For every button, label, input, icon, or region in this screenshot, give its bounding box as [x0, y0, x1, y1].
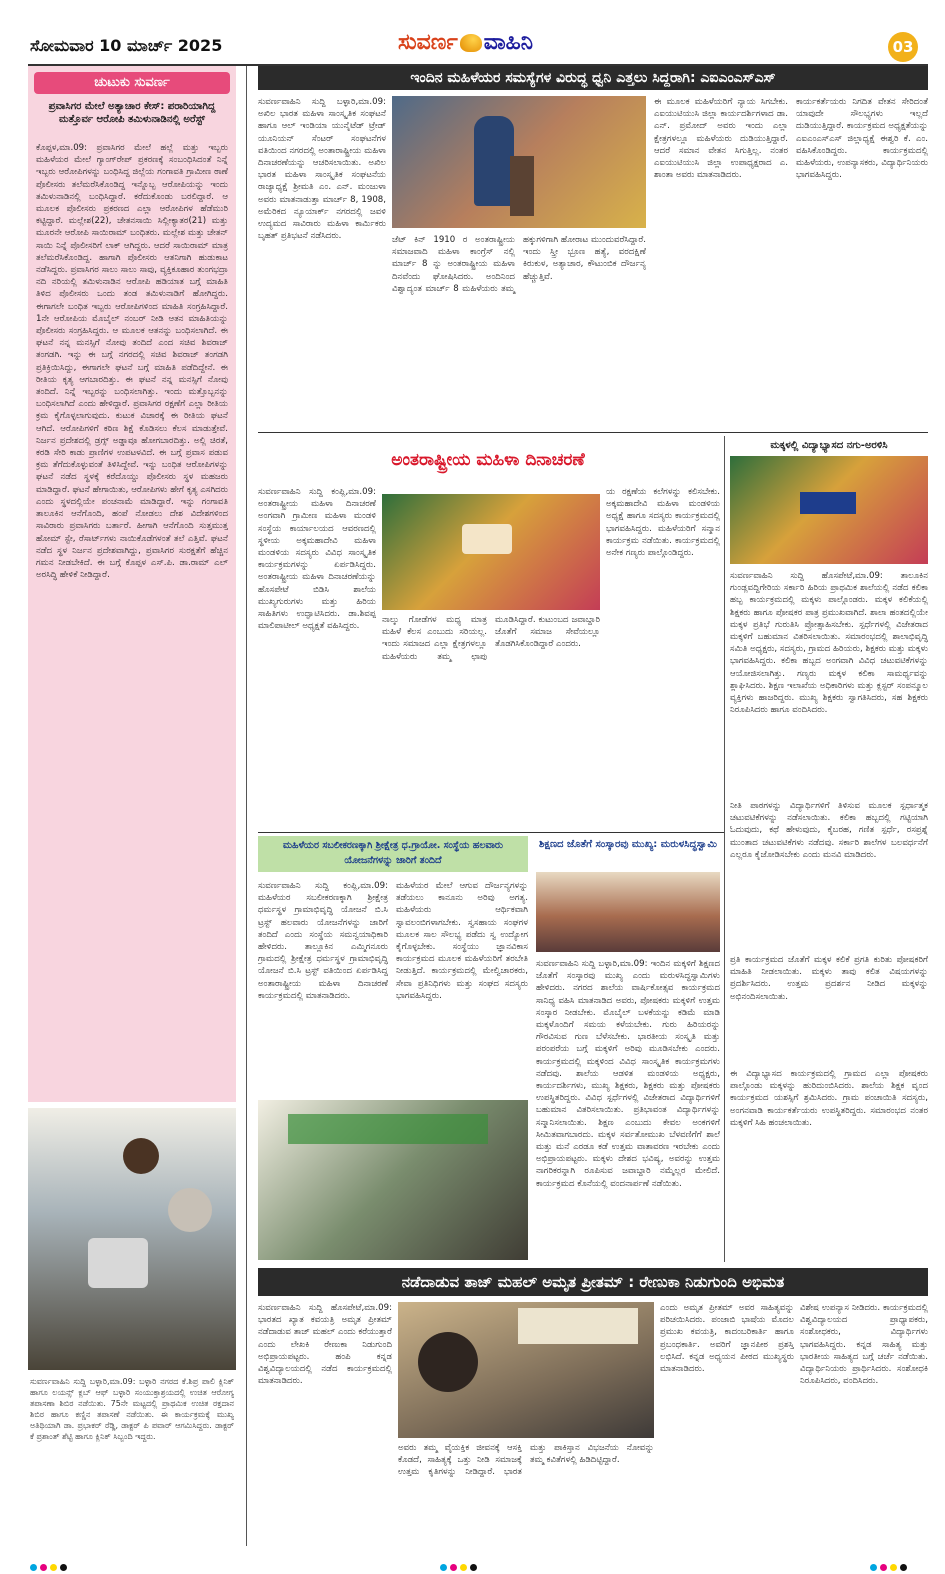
sidebar-brief-news	[28, 66, 236, 1102]
empowerment-col1: ಸುವರ್ಣವಾಹಿನಿ ಸುದ್ದಿ ಕಂಪ್ಲಿ,ಮಾ.09: ಮಹಿಳೆಯರ ಸಬಲೀಕರಣಕ್ಕಾಗಿ ಶ್ರೀಕ್ಷೇತ್ರ ಧರ್ಮಸ್ಥಳ ಗ್ರಾಮಾಭಿವೃದ್ಧಿ ಯೋಜನೆ ಬಿ.ಸಿ ಟ್ರಸ್ಟ್ ಹಲವಾರು ಯೋಜನೆಗಳನ್ನು ಜಾರಿಗೆ ತಂದಿದೆ ಎಂದು ಸಂಸ್ಥೆಯ ಸಮನ್ವಯಾಧಿಕಾರಿ ಹೇಳಿದರು. ತಾಲ್ಲೂಕಿನ ಎಮ್ಮಿಗನೂರು ಗ್ರಾಮದಲ್ಲಿ ಶ್ರೀಕ್ಷೇತ್ರ ಧರ್ಮಸ್ಥಳ ಗ್ರಾಮಾಭಿವೃದ್ಧಿ ಯೋಜನೆ ಬಿ.ಸಿ ಟ್ರಸ್ಟ್ ವತಿಯಿಂದ ಏರ್ಪಡಿಸಿದ್ದ ಅಂತಾರಾಷ್ಟ್ರೀಯ ಮಹಿಳಾ ದಿನಾಚರಣೆ ಕಾರ್ಯಕ್ರಮದಲ್ಲಿ ಮಾತನಾಡಿದರು.	[258, 881, 388, 1001]
womens-day-col1: ಸುವರ್ಣವಾಹಿನಿ ಸುದ್ದಿ ಕಂಪ್ಲಿ,ಮಾ.09: ಅಂತರಾಷ್ಟ್ರೀಯ ಮಹಿಳಾ ದಿನಾಚರಣೆ ಅಂಗವಾಗಿ ಗ್ರಾಮೀಣ ಮಹಿಳಾ ಮಂಡಳಿ ಸಂಸ್ಥೆಯ ಕಾರ್ಯಾಲಯದ ಆವರಣದಲ್ಲಿ ಸ್ಥಳೀಯ ಅಕ್ಕಮಹಾದೇವಿ ಮಹಿಳಾ ಮಂಡಳಿಯ ಸದಸ್ಯರು ವಿವಿಧ ಸಾಂಸ್ಕೃತಿಕ ಕಾರ್ಯಕ್ರಮಗಳನ್ನು ಏರ್ಪಡಿಸಿದ್ದರು. ಅಂತರಾಷ್ಟ್ರೀಯ ಮಹಿಳಾ ದಿನಾಚರಣೆಯನ್ನು ಹೊಸಪೇಟೆ ಬಿಡಿಸಿ ಶಾಲೆಯ ಮುಖ್ಯಗುರುಗಳು ಮತ್ತು ಹಿರಿಯ ಸಾಹಿತಿಗಳು ಉದ್ಘಾಟಿಸಿದರು. ಡಾ.ಶಿವಪ್ಪ ಮಾಲಿಪಾಟೀಲ್ ಅಧ್ಯಕ್ಷತೆ ವಹಿಸಿದ್ದರು.	[258, 487, 376, 632]
issue-date: ಸೋಮವಾರ 10 ಮಾರ್ಚ್ 2025	[30, 36, 223, 55]
womens-day-photo	[382, 494, 600, 610]
empowerment-photo	[258, 1100, 528, 1260]
color-registration-dots	[30, 1556, 70, 1566]
renuka-photo	[398, 1302, 654, 1438]
renuka-col2: ಅವರು ತಮ್ಮ ವೈಯಕ್ತಿಕ ಜೀವನಕ್ಕೆ ಆಸಕ್ತಿ ಕೊಡದೆ, ಸಾಹಿತ್ಯಕ್ಕೆ ಒತ್ತು ನೀಡಿ ಸಮಾಜಕ್ಕೆ ಉತ್ತಮ ಕೃತಿಗಳನ್ನು ನೀಡಿದ್ದಾರೆ. ಭಾರತ ಮತ್ತು ಪಾಕಿಸ್ತಾನ ವಿಭಜನೆಯ ನೋವನ್ನು ತಮ್ಮ ಕವಿತೆಗಳಲ್ಲಿ ಹಿಡಿದಿಟ್ಟಿದ್ದಾರೆ.	[398, 1443, 654, 1478]
children-body4: ಈ ವಿದ್ಯಾಭ್ಯಾಸದ ಕಾರ್ಯಕ್ರಮದಲ್ಲಿ ಗ್ರಾಮದ ಎಲ್ಲಾ ಪೋಷಕರು ಪಾಲ್ಗೊಂಡು ಮಕ್ಕಳನ್ನು ಹುರಿದುಂಬಿಸಿದರು. ಶಾಲೆಯ ಶಿಕ್ಷಕ ವೃಂದ ಕಾರ್ಯಕ್ರಮದ ಯಶಸ್ಸಿಗೆ ಶ್ರಮಿಸಿದರು. ಗ್ರಾಮ ಪಂಚಾಯಿತಿ ಸದಸ್ಯರು, ಅಂಗನವಾಡಿ ಕಾರ್ಯಕರ್ತೆಯರು ಉಪಸ್ಥಿತರಿದ್ದರು. ಸಮಾರಂಭದ ನಂತರ ಮಕ್ಕಳಿಗೆ ಸಿಹಿ ಹಂಚಲಾಯಿತು.	[730, 1069, 928, 1128]
children-headline: ಮಕ್ಕಳಲ್ಲಿ ವಿದ್ಯಾಭ್ಯಾಸದ ನಗು-ಅರಳಿಸಿ	[770, 440, 888, 451]
renuka-col1: ಸುವರ್ಣವಾಹಿನಿ ಸುದ್ದಿ ಹೊಸಪೇಟೆ,ಮಾ.09: ಭಾರತದ ಖ್ಯಾತ ಕವಯತ್ರಿ ಅಮೃತ ಪ್ರೀತಮ್ ನಡೆದಾಡುವ ತಾಜ್ ಮಹಲ್ ಎಂದು ಕರೆಯುತ್ತಾರೆ ಎಂದು ಲೇಖಕಿ ರೇಣುಕಾ ನಿಡುಗುಂದಿ ಅಭಿಪ್ರಾಯಪಟ್ಟರು. ಹಂಪಿ ಕನ್ನಡ ವಿಶ್ವವಿದ್ಯಾಲಯದಲ್ಲಿ ನಡೆದ ಕಾರ್ಯಕ್ರಮದಲ್ಲಿ ಮಾತನಾಡಿದರು.	[258, 1303, 392, 1387]
cake	[462, 524, 512, 554]
photo-caption: ಸುವರ್ಣವಾಹಿನಿ ಸುದ್ದಿ ಬಳ್ಳಾರಿ,ಮಾ.09: ಬಳ್ಳಾರಿ ನಗರದ ಕೆ.ಶಿಪ್ರ ಪಾಲಿ ಕ್ಲಿನಿಕ್ ಹಾಗೂ ಲಯನ್ಸ್ ಕ್ಲಬ್ ಆಫ್ ಬಳ್ಳಾರಿ ಸಂಯುಕ್ತಾಶ್ರಯದಲ್ಲಿ ಉಚಿತ ಆರೋಗ್ಯ ತಪಾಸಣಾ ಶಿಬಿರ ನಡೆಯಿತು. 75ನೇ ಮಟ್ಟದಲ್ಲಿ ಪ್ರಾಥಮಿಕ ಉಚಿತ ರಕ್ತದಾನ ಶಿಬಿರ ಹಾಗೂ ಕಣ್ಣಿನ ತಪಾಸಣೆ ನಡೆಯಿತು. ಈ ಕಾರ್ಯಕ್ರಮಕ್ಕೆ ಮುಖ್ಯ ಅತಿಥಿಯಾಗಿ ಡಾ. ಪ್ರಭಾಕರ್ ರೆಡ್ಡಿ, ಡಾಕ್ಟರ್ ಪಿ ಪವಾರ್ ಆಗಮಿಸಿದ್ದರು. ಡಾಕ್ಟರ್ ಕೆ ಪ್ರಶಾಂತ್ ಶೆಟ್ಟಿ ಹಾಗೂ ಕ್ಲಿನಿಕ್ ಸಿಬ್ಬಂದಿ ಇದ್ದರು.	[30, 1377, 234, 1441]
renuka-headline: ನಡೆದಾಡುವ ತಾಜ್ ಮಹಲ್ ಅಮೃತ ಪ್ರೀತಮ್ : ರೇಣುಕಾ ನಿಡುಗುಂದಿ ಅಭಿಮತ	[258, 1268, 928, 1296]
column-divider	[246, 66, 247, 1546]
eye-machine	[88, 1238, 148, 1288]
stage-banner	[518, 1308, 638, 1344]
page-number: 03	[888, 32, 918, 62]
eye-checkup-photo	[28, 1108, 236, 1370]
newspaper-logo	[398, 30, 533, 55]
empowerment-col2: ಮಹಿಳೆಯರ ಮೇಲೆ ಆಗುವ ದೌರ್ಜನ್ಯಗಳನ್ನು ತಡೆಯಲು ಕಾನೂನು ಅರಿವು ಅಗತ್ಯ. ಮಹಿಳೆಯರು ಆರ್ಥಿಕವಾಗಿ ಸ್ವಾವಲಂಬಿಗಳಾಗಬೇಕು. ಸ್ವಸಹಾಯ ಸಂಘಗಳ ಮೂಲಕ ಸಾಲ ಸೌಲಭ್ಯ ಪಡೆದು ಸ್ವ ಉದ್ಯೋಗ ಕೈಗೊಳ್ಳಬೇಕು. ಸಂಸ್ಥೆಯು ಜ್ಞಾನವಿಕಾಸ ಕಾರ್ಯಕ್ರಮದ ಮೂಲಕ ಮಹಿಳೆಯರಿಗೆ ತರಬೇತಿ ನೀಡುತ್ತಿದೆ. ಕಾರ್ಯಕ್ರಮದಲ್ಲಿ ಮೇಲ್ವಿಚಾರಕರು, ಸೇವಾ ಪ್ರತಿನಿಧಿಗಳು ಮತ್ತು ಸಂಘದ ಸದಸ್ಯರು ಭಾಗವಹಿಸಿದ್ದರು.	[396, 881, 528, 1001]
logo-part1: ಸುವರ್ಣ	[398, 30, 458, 55]
color-registration-dots-mid	[440, 1556, 480, 1566]
renuka-col3: ಎಂದು ಅಮೃತ ಪ್ರೀತಮ್ ಅವರ ಸಾಹಿತ್ಯವನ್ನು ಪರಿಚಯಿಸಿದರು. ಪಂಜಾಬಿ ಭಾಷೆಯ ಮೊದಲ ಪ್ರಮುಖ ಕವಯತ್ರಿ, ಕಾದಂಬರಿಕಾರ್ತಿ ಹಾಗೂ ಪ್ರಬಂಧಕಾರ್ತಿ. ಅವರಿಗೆ ಜ್ಞಾನಪೀಠ ಪ್ರಶಸ್ತಿ ಲಭಿಸಿದೆ. ಕನ್ನಡ ಅಧ್ಯಯನ ಪೀಠದ ಮುಖ್ಯಸ್ಥರು ಮಾತನಾಡಿದರು.	[660, 1303, 794, 1375]
lead-col4: ಕಾರ್ಯಕರ್ತೆಯರು ನಿಗದಿತ ವೇತನ ಸೇರಿದಂತೆ ಯಾವುದೇ ಸೌಲಭ್ಯಗಳು ಇಲ್ಲದೆ ದುಡಿಯುತ್ತಿದ್ದಾರೆ. ಕಾರ್ಯಕ್ರಮದ ಅಧ್ಯಕ್ಷತೆಯನ್ನು ಎಐಎಂಎಸ್‌ಎಸ್ ಜಿಲ್ಲಾಧ್ಯಕ್ಷೆ ಈಶ್ವರಿ ಕೆ. ಎಂ. ವಹಿಸಿಕೊಂಡಿದ್ದರು. ಕಾರ್ಯಕ್ರಮದಲ್ಲಿ ಮಹಿಳೆಯರು, ಉಪನ್ಯಾಸಕರು, ವಿದ್ಯಾರ್ಥಿನಿಯರು ಭಾಗವಹಿಸಿದ್ದರು.	[796, 97, 928, 181]
lamp-icon	[460, 34, 482, 52]
speaker-figure-2	[418, 1332, 478, 1392]
lead-col3: ಈ ಮೂಲಕ ಮಹಿಳೆಯರಿಗೆ ನ್ಯಾಯ ಸಿಗಬೇಕು. ಎಐಯುಟಿಯುಸಿ ಜಿಲ್ಲಾ ಕಾರ್ಯದರ್ಶಿಗಳಾದ ಡಾ. ಎನ್. ಪ್ರಮೋದ್ ಅವರು ಇಂದು ಎಲ್ಲಾ ಕ್ಷೇತ್ರಗಳಲ್ಲೂ ಮಹಿಳೆಯರು ದುಡಿಯುತ್ತಿದ್ದಾರೆ. ಆದರೆ ಸಮಾನ ವೇತನ ಸಿಗುತ್ತಿಲ್ಲ. ನಂತರ ಎಐಯುಟಿಯುಸಿ ಜಿಲ್ಲಾ ಉಪಾಧ್ಯಕ್ಷರಾದ ಎ. ಶಾಂತಾ ಅವರು ಮಾತನಾಡಿದರು.	[654, 97, 788, 181]
lead-col2: ಜೆಟ್ ಕಿನ್ 1910 ರ ಅಂತರಾಷ್ಟ್ರೀಯ ಸಮಾಜವಾದಿ ಮಹಿಳಾ ಕಾಂಗ್ರೆಸ್ ನಲ್ಲಿ ಮಾರ್ಚ್ 8 ನ್ನು ಅಂತರಾಷ್ಟ್ರೀಯ ಮಹಿಳಾ ದಿನವೆಂದು ಘೋಷಿಸಿದರು. ಅಂದಿನಿಂದ ವಿಶ್ವಾದ್ಯಂತ ಮಾರ್ಚ್ 8 ಮಹಿಳೆಯರು ತಮ್ಮ ಹಕ್ಕುಗಳಿಗಾಗಿ ಹೋರಾಟ ಮುಂದುವರೆಸಿದ್ದಾರೆ. ಇಂದು ಸ್ತ್ರೀ ಭ್ರೂಣ ಹತ್ಯೆ, ವರದಕ್ಷಿಣೆ ಕಿರುಕುಳ, ಅತ್ಯಾಚಾರ, ಕೌಟುಂಬಿಕ ದೌರ್ಜನ್ಯ ಹೆಚ್ಚುತ್ತಿವೆ.	[392, 235, 646, 294]
column-divider-right	[724, 436, 725, 1262]
logo-part2: ವಾಹಿನಿ	[483, 30, 534, 55]
section-rule-2	[258, 832, 724, 833]
doctor-figure	[123, 1138, 159, 1174]
children-body2: ನೀತಿ ಪಾಠಗಳನ್ನು ವಿದ್ಯಾರ್ಥಿಗಳಿಗೆ ತಿಳಿಸುವ ಮೂಲಕ ಸ್ಪರ್ಧಾತ್ಮಕ ಚಟುವಟಿಕೆಗಳನ್ನು ನಡೆಸಲಾಯಿತು. ಕಲಿಕಾ ಹಬ್ಬದಲ್ಲಿ ಗಟ್ಟಿಯಾಗಿ ಓದುವುದು, ಕಥೆ ಹೇಳುವುದು, ಕೈಬರಹ, ಗಣಿತ ಸ್ಪರ್ಧೆ, ರಸಪ್ರಶ್ನೆ ಮುಂತಾದ ಚಟುವಟಿಕೆಗಳು ನಡೆದವು. ಸರ್ಕಾರಿ ಶಾಲೆಗಳ ಬಲವರ್ಧನೆಗೆ ಎಲ್ಲರೂ ಕೈಜೋಡಿಸಬೇಕು ಎಂದು ಮನವಿ ಮಾಡಿದರು.	[730, 801, 928, 860]
lead-col1: ಸುವರ್ಣವಾಹಿನಿ ಸುದ್ದಿ ಬಳ್ಳಾರಿ,ಮಾ.09: ಅಖಿಲ ಭಾರತ ಮಹಿಳಾ ಸಾಂಸ್ಕೃತಿಕ ಸಂಘಟನೆ ಹಾಗೂ ಆಲ್ ಇಂಡಿಯಾ ಯುನೈಟೆಡ್ ಟ್ರೇಡ್ ಯೂನಿಯನ್ ಸೆಂಟರ್ ಸಂಘಟನೆಗಳ ವತಿಯಿಂದ ನಗರದಲ್ಲಿ ಅಂತಾರಾಷ್ಟ್ರೀಯ ಮಹಿಳಾ ದಿನಾಚರಣೆಯನ್ನು ಆಚರಿಸಲಾಯಿತು. ಅಖಿಲ ಭಾರತ ಮಹಿಳಾ ಸಾಂಸ್ಕೃತಿಕ ಸಂಘಟನೆಯ ರಾಜ್ಯಾಧ್ಯಕ್ಷೆ ಶ್ರೀಮತಿ ಎಂ. ಎನ್. ಮಂಜುಳಾ ಅವರು ಮಾತನಾಡುತ್ತಾ ಮಾರ್ಚ್ 8, 1908, ಅಮೆರಿಕದ ನ್ಯೂಯಾರ್ಕ್ ನಗರದಲ್ಲಿ ಜವಳಿ ಉದ್ಯಮದ ಸಾವಿರಾರು ಮಹಿಳಾ ಕಾರ್ಮಿಕರು ಬೃಹತ್ ಪ್ರತಿಭಟನೆ ನಡೆಸಿದರು.	[258, 97, 386, 242]
sidebar-headline: ಪ್ರವಾಸಿಗರ ಮೇಲೆ ಅತ್ಯಾಚಾರ ಕೇಸ್: ಪರಾರಿಯಾಗಿದ್ದ ಮತ್ತೊರ್ವ ಆರೋಪಿ ತಮಿಳುನಾಡಿನಲ್ಲಿ ಅರೆಸ್ಟ್	[48, 101, 216, 125]
womens-day-col3: ಯ ರಕ್ಷಣೆಯ ಕಲೆಗಳನ್ನು ಕಲಿಸಬೇಕು. ಅಕ್ಕಮಹಾದೇವಿ ಮಹಿಳಾ ಮಂಡಳಿಯ ಅಧ್ಯಕ್ಷೆ ಹಾಗೂ ಸದಸ್ಯರು ಕಾರ್ಯಕ್ರಮದಲ್ಲಿ ಭಾಗವಹಿಸಿದ್ದರು. ಮಹಿಳೆಯರಿಗೆ ಸನ್ಮಾನ ಕಾರ್ಯಕ್ರಮ ನಡೆಯಿತು. ಕಾರ್ಯಕ್ರಮದಲ್ಲಿ ಅನೇಕ ಗಣ್ಯರು ಪಾಲ್ಗೊಂಡಿದ್ದರು.	[606, 487, 720, 559]
children-body: ಸುವರ್ಣವಾಹಿನಿ ಸುದ್ದಿ ಹೊಸಪೇಟೆ,ಮಾ.09: ತಾಲೂಕಿನ ಗುಂಡ್ಲವದ್ದಿಗೇರಿಯ ಸರ್ಕಾರಿ ಹಿರಿಯ ಪ್ರಾಥಮಿಕ ಶಾಲೆಯಲ್ಲಿ ನಡೆದ ಕಲಿಕಾ ಹಬ್ಬ ಕಾರ್ಯಕ್ರಮದಲ್ಲಿ ಮಕ್ಕಳು ಪಾಲ್ಗೊಂಡರು. ಮಕ್ಕಳ ಕಲಿಕೆಯಲ್ಲಿ ಶಿಕ್ಷಕರು ಹಾಗೂ ಪೋಷಕರ ಪಾತ್ರ ಪ್ರಮುಖವಾಗಿದೆ. ಶಾಲಾ ಹಂತದಲ್ಲಿಯೇ ಮಕ್ಕಳ ಪ್ರತಿಭೆ ಗುರುತಿಸಿ ಪ್ರೋತ್ಸಾಹಿಸಬೇಕು. ಸ್ಪರ್ಧೆಗಳಲ್ಲಿ ವಿಜೇತರಾದ ಮಕ್ಕಳಿಗೆ ಬಹುಮಾನ ವಿತರಿಸಲಾಯಿತು. ಸಮಾರಂಭದಲ್ಲಿ ಶಾಲಾಭಿವೃದ್ಧಿ ಸಮಿತಿ ಅಧ್ಯಕ್ಷರು, ಸದಸ್ಯರು, ಗ್ರಾಮದ ಹಿರಿಯರು, ಶಿಕ್ಷಕರು ಮತ್ತು ಮಕ್ಕಳು ಭಾಗವಹಿಸಿದ್ದರು. ಕಲಿಕಾ ಹಬ್ಬದ ಅಂಗವಾಗಿ ವಿವಿಧ ಚಟುವಟಿಕೆಗಳನ್ನು ಆಯೋಜಿಸಲಾಗಿತ್ತು. ಗಣ್ಯರು ಮಕ್ಕಳ ಕಲಿಕಾ ಸಾಮರ್ಥ್ಯವನ್ನು ಶ್ಲಾಘಿಸಿದರು. ಶಿಕ್ಷಣ ಇಲಾಖೆಯ ಅಧಿಕಾರಿಗಳು ಮತ್ತು ಕ್ಲಸ್ಟರ್ ಸಂಪನ್ಮೂಲ ವ್ಯಕ್ತಿಗಳು ಹಾಜರಿದ್ದರು. ಮುಖ್ಯ ಶಿಕ್ಷಕರು ಸ್ವಾಗತಿಸಿದರು, ಸಹ ಶಿಕ್ಷಕರು ನಿರೂಪಿಸಿದರು ಹಾಗೂ ವಂದಿಸಿದರು.	[730, 571, 928, 716]
children-body3: ಪ್ರತಿ ಕಾರ್ಯಕ್ರಮದ ಜೊತೆಗೆ ಮಕ್ಕಳ ಕಲಿಕೆ ಪ್ರಗತಿ ಕುರಿತು ಪೋಷಕರಿಗೆ ಮಾಹಿತಿ ನೀಡಲಾಯಿತು. ಮಕ್ಕಳು ತಾವು ಕಲಿತ ವಿಷಯಗಳನ್ನು ಪ್ರದರ್ಶಿಸಿದರು. ಉತ್ತಮ ಪ್ರದರ್ಶನ ನೀಡಿದ ಮಕ್ಕಳನ್ನು ಅಭಿನಂದಿಸಲಾಯಿತು.	[730, 955, 928, 1002]
speaker-figure	[474, 116, 514, 206]
lead-photo	[392, 96, 646, 228]
education-headline: ಶಿಕ್ಷಣದ ಜೊತೆಗೆ ಸಂಸ್ಕಾರವು ಮುಖ್ಯ: ಮರುಳಸಿದ್ಧಸ್ವಾಮಿ	[539, 839, 717, 850]
education-body: ಸುವರ್ಣವಾಹಿನಿ ಸುದ್ದಿ ಬಳ್ಳಾರಿ,ಮಾ.09: ಇಂದಿನ ಮಕ್ಕಳಿಗೆ ಶಿಕ್ಷಣದ ಜೊತೆಗೆ ಸಂಸ್ಕಾರವು ಮುಖ್ಯ ಎಂದು ಮರುಳಸಿದ್ಧಸ್ವಾಮಿಗಳು ಹೇಳಿದರು. ನಗರದ ಶಾಲೆಯ ವಾರ್ಷಿಕೋತ್ಸವ ಕಾರ್ಯಕ್ರಮದ ಸಾನಿಧ್ಯ ವಹಿಸಿ ಮಾತನಾಡಿದ ಅವರು, ಪೋಷಕರು ಮಕ್ಕಳಿಗೆ ಉತ್ತಮ ಸಂಸ್ಕಾರ ನೀಡಬೇಕು. ಮೊಬೈಲ್ ಬಳಕೆಯನ್ನು ಕಡಿಮೆ ಮಾಡಿ ಮಕ್ಕಳೊಂದಿಗೆ ಸಮಯ ಕಳೆಯಬೇಕು. ಗುರು ಹಿರಿಯರನ್ನು ಗೌರವಿಸುವ ಗುಣ ಬೆಳೆಸಬೇಕು. ಭಾರತೀಯ ಸಂಸ್ಕೃತಿ ಮತ್ತು ಪರಂಪರೆಯ ಬಗ್ಗೆ ಮಕ್ಕಳಿಗೆ ಅರಿವು ಮೂಡಿಸಬೇಕು ಎಂದರು. ಕಾರ್ಯಕ್ರಮದಲ್ಲಿ ಮಕ್ಕಳಿಂದ ವಿವಿಧ ಸಾಂಸ್ಕೃತಿಕ ಕಾರ್ಯಕ್ರಮಗಳು ನಡೆದವು. ಶಾಲೆಯ ಆಡಳಿತ ಮಂಡಳಿಯ ಅಧ್ಯಕ್ಷರು, ಕಾರ್ಯದರ್ಶಿಗಳು, ಮುಖ್ಯ ಶಿಕ್ಷಕರು, ಶಿಕ್ಷಕರು ಮತ್ತು ಪೋಷಕರು ಉಪಸ್ಥಿತರಿದ್ದರು. ವಿವಿಧ ಸ್ಪರ್ಧೆಗಳಲ್ಲಿ ವಿಜೇತರಾದ ವಿದ್ಯಾರ್ಥಿಗಳಿಗೆ ಬಹುಮಾನ ವಿತರಿಸಲಾಯಿತು. ಪ್ರತಿಭಾವಂತ ವಿದ್ಯಾರ್ಥಿಗಳನ್ನು ಸನ್ಮಾನಿಸಲಾಯಿತು. ಶಿಕ್ಷಣ ಎಂಬುದು ಕೇವಲ ಅಂಕಗಳಿಗೆ ಸೀಮಿತವಾಗಬಾರದು. ಮಕ್ಕಳ ಸರ್ವತೋಮುಖ ಬೆಳವಣಿಗೆಗೆ ಶಾಲೆ ಮತ್ತು ಮನೆ ಎರಡೂ ಕಡೆ ಉತ್ತಮ ವಾತಾವರಣ ಇರಬೇಕು ಎಂದು ಅಭಿಪ್ರಾಯಪಟ್ಟರು. ಮಕ್ಕಳು ದೇಶದ ಭವಿಷ್ಯ, ಅವರನ್ನು ಉತ್ತಮ ನಾಗರಿಕರನ್ನಾಗಿ ರೂಪಿಸುವ ಜವಾಬ್ದಾರಿ ನಮ್ಮೆಲ್ಲರ ಮೇಲಿದೆ. ಕಾರ್ಯಕ್ರಮದ ಕೊನೆಯಲ್ಲಿ ವಂದನಾರ್ಪಣೆ ನಡೆಯಿತು.	[536, 959, 720, 1189]
section-label: ಚುಟುಕು ಸುವರ್ಣ	[34, 72, 230, 94]
patient-figure	[168, 1188, 212, 1232]
masthead	[18, 30, 928, 64]
color-registration-dots-right	[870, 1556, 910, 1566]
section-rule	[258, 432, 928, 433]
event-banner	[288, 1114, 488, 1144]
children-photo	[730, 456, 928, 564]
sidebar-body: ಕೊಪ್ಪಳ,ಮಾ.09: ಪ್ರವಾಸಿಗರ ಮೇಲೆ ಹಲ್ಲೆ ಮತ್ತು ಇಬ್ಬರು ಮಹಿಳೆಯರ ಮೇಲೆ ಗ್ಯಾಂಗ್‌ರೇಪ್ ಪ್ರಕರಣಕ್ಕೆ ಸಂಬಂಧಿಸಿದಂತೆ ನಿನ್ನೆ ಇಬ್ಬರು ಆರೋಪಿಗಳನ್ನು ಬಂಧಿಸಿದ್ದ ಜಿಲ್ಲೆಯ ಗಂಗಾವತಿ ಗ್ರಾಮೀಣ ಠಾಣೆ ಪೊಲೀಸರು ತಲೆಮರೆಸಿಕೊಂಡಿದ್ದ ಇನ್ನೊಬ್ಬ ಆರೋಪಿಯನ್ನು ಇಂದು ತಮಿಳುನಾಡಿನಲ್ಲಿ ಬಂಧಿಸಿದ್ದಾರೆ. ಕರೆದುಕೊಂಡು ಬರಲಿದ್ದಾರೆ. ಆ ಮೂಲಕ ಪೊಲೀಸರು ಪ್ರಕರಣದ ಎಲ್ಲಾ ಆರೋಪಿಗಳ ಹೆಡೆಮುರಿ ಕಟ್ಟಿದ್ದಾರೆ. ಮಲ್ಲೇಶ(22), ಚೇತನಸಾಯಿ ಸಿಲ್ಲೀಕ್ಯಾತರ(21) ಮತ್ತು ಮೂರನೇ ಆರೋಪಿ ಸಾಯಿರಾಮ್ ಬಂಧಿತರು. ಮಲ್ಲೇಶ ಮತ್ತು ಚೇತನ್ ಸಾಯಿ ನಿನ್ನೆ ಪೊಲೀಸರಿಗೆ ಲಾಕ್ ಆಗಿದ್ದರು. ಆದರೆ ಸಾಯಿರಾಮ್ ಮಾತ್ರ ತಲೆಮರೆಸಿಕೊಂಡಿದ್ದ. ಹಾಗಾಗಿ ಪೊಲೀಸರು ಆತನಿಗಾಗಿ ಹುಡುಕಾಟ ನಡೆಸಿದ್ದರು. ಪ್ರವಾಸಿಗರ ಸಾಲು ಸಾಲು ಸಾವು, ವ್ಯಕ್ತಿಕೂಹಾರ ತುಂಗಭದ್ರಾ ನದಿ ನರಿಯಲ್ಲಿ ತಮಿಳುನಾಡಿನ ಆರೋಪಿ ಹಡಿಯಾತ ಬಗ್ಗೆ ಮಾಹಿತಿ ತಿಳಿದ ಪೊಲೀಸರು ಒಂದು ತಂಡ ತಮಿಳುನಾಡಿಗೆ ಹೋಗಿದ್ದರು. ಈಗಾಗಲೇ ಬಂಧಿತ ಇಬ್ಬರು ಆರೋಪಿಗಳಿಂದ ಮಾಹಿತಿ ಸಂಗ್ರಹಿಸಿದ್ದಾರೆ. 1ನೇ ಆರೋಪಿಯ ಮೊಬೈಲ್ ನಂಬರ್ ನೀಡಿ ಆತನ ಮಾಹಿತಿಯನ್ನು ಪೊಲೀಸರು ಸಂಗ್ರಹಿಸಿದ್ದರು. ಆ ಮೂಲಕ ಆತನನ್ನು ಬಂಧಿಸಲಾಗಿದೆ. ಈ ಘಟನೆ ನನ್ನ ಮನಸ್ಸಿಗೆ ನೋವು ತಂದಿದೆ ಎಂದ ಸಚಿವ ಶಿವರಾಜ್ ತಂಗಡಗಿ. ಇನ್ನು ಈ ಬಗ್ಗೆ ನಗರದಲ್ಲಿ ಸಚಿವ ಶಿವರಾಜ್ ತಂಗಡಗಿ ಪ್ರತಿಕ್ರಿಯಿಸಿದ್ದು, ಈಗಾಗಲೇ ಘಟನೆ ಬಗ್ಗೆ ಮಾಹಿತಿ ಪಡೆದಿದ್ದೇನೆ. ಈ ರೀತಿಯ ಕೃತ್ಯ ಆಗಬಾರದಿತ್ತು. ಈ ಘಟನೆ ನನ್ನ ಮನಸ್ಸಿಗೆ ನೋವು ತಂದಿದೆ. ನಿನ್ನೆ ಇಬ್ಬರನ್ನು ಬಂಧಿಸಲಾಗಿತ್ತು. ಇಂದು ಮತ್ತೊಬ್ಬನನ್ನು ಬಂಧಿಸಲಾಗಿದೆ ಎಂದು ಹೇಳಿದ್ದಾರೆ. ಪ್ರವಾಸಿಗರ ರಕ್ಷಣೆಗೆ ಎಲ್ಲಾ ರೀತಿಯ ಕ್ರಮ ಕೈಗೊಳ್ಳಲಾಗುವುದು. ಕುಟುಕ ವಿಚಾರಕ್ಕೆ ಈ ರೀತಿಯ ಘಟನೆ ಆಗಿದೆ. ಆರೋಪಿಗಳಿಗೆ ಕಠಿಣ ಶಿಕ್ಷೆ ಕೊಡಿಸಲು ಕೆಲಸ ಮಾಡುತ್ತೇವೆ. ನಿರ್ಜನ ಪ್ರದೇಶದಲ್ಲಿ ಡ್ರಗ್ಸ್ ಅಡ್ಡಾವೂ ಹೋಗಬಾರದಿತ್ತು. ಅಲ್ಲಿ ಚಿರತೆ, ಕರಡಿ ಸೇರಿ ಕಾಡು ಪ್ರಾಣಿಗಳ ಉಪಟಳವಿದೆ. ಈ ಬಗ್ಗೆ ಪ್ರವಾಸ ಪಡುವ ಕ್ರಮ ತೆಗೆದುಕೊಳ್ಳುವಂತೆ ತಿಳಿಸಿದ್ದೇವೆ. ಇನ್ನು ಬಂಧಿತ ಆರೋಪಿಗಳನ್ನು ಘಟನೆ ನಡೆದ ಸ್ಥಳಕ್ಕೆ ಕರೆದೊಯ್ದು ಪೊಲೀಸರು ಸ್ಥಳ ಮಹಜರು ಮಾಡಿದ್ದಾರೆ. ಘಟನೆ ಹೇಗಾಯಿತು, ಆರೋಪಿಗಳು ಹೇಗೆ ಕೃತ್ಯ ಎಸಗಿದರು ಎಂದು ಸ್ಥಳದಲ್ಲಿಯೇ ಪಂಚನಾಮೆ ಮಾಡಿದ್ದಾರೆ. ಇನ್ನು ಗಂಗಾವತಿ ತಾಲೂಕಿನ ಆನೆಗೊಂದಿ, ಹಂಪೆ ನೋಡಲು ದೇಶ ವಿದೇಶಗಳಿಂದ ಸಾವಿರಾರು ಪ್ರವಾಸಿಗರು ಬರ್ತಾರೆ. ಹೀಗಾಗಿ ಆನೆಗೊಂದಿ ಸುತ್ತಮುತ್ತ ಹೋಮ್ ಸ್ಟೇ, ರೆಸಾರ್ಟ್‌ಗಳು ನಾಯಿಕೊಡೆಗಳಂತೆ ತಲೆ ಎತ್ತಿವೆ. ಘಟನೆ ನಡೆದ ಸ್ಥಳ ನಿರ್ಜನ ಪ್ರದೇಶವಾಗಿದ್ದು, ಪ್ರವಾಸಿಗರ ಸುರಕ್ಷತೆಗೆ ಹೆಚ್ಚಿನ ಗಮನ ನೀಡಬೇಕಿದೆ. ಈ ಬಗ್ಗೆ ಕೊಪ್ಪಳ ಎಸ್.ಪಿ. ಡಾ.ರಾಮ್ ಎಲ್ ಅರಸಿದ್ಧಿ ಹೇಳಿಕೆ ನೀಡಿದ್ದಾರೆ.	[36, 143, 228, 581]
lead-headline: ಇಂದಿನ ಮಹಿಳೆಯರ ಸಮಸ್ಯೆಗಳ ವಿರುದ್ಧ ಧ್ವನಿ ಎತ್ತಲು ಸಿದ್ದರಾಗಿ: ಎಐಎಂಎಸ್‌ಎಸ್	[258, 66, 928, 90]
banner-sign	[800, 492, 856, 514]
renuka-col4: ವಿಶೇಷ ಉಪನ್ಯಾಸ ನೀಡಿದರು. ಕಾರ್ಯಕ್ರಮದಲ್ಲಿ ವಿಶ್ವವಿದ್ಯಾಲಯದ ಪ್ರಾಧ್ಯಾಪಕರು, ಸಂಶೋಧಕರು, ವಿದ್ಯಾರ್ಥಿಗಳು ಭಾಗವಹಿಸಿದ್ದರು. ಕನ್ನಡ ಸಾಹಿತ್ಯ ಮತ್ತು ಭಾರತೀಯ ಸಾಹಿತ್ಯದ ಬಗ್ಗೆ ಚರ್ಚೆ ನಡೆಯಿತು. ವಿದ್ಯಾರ್ಥಿನಿಯರು ಪ್ರಾರ್ಥಿಸಿದರು. ಸಂಶೋಧಕಿ ನಿರೂಪಿಸಿದರು, ವಂದಿಸಿದರು.	[800, 1303, 928, 1387]
education-photo	[536, 872, 720, 952]
womens-day-headline: ಅಂತರಾಷ್ಟ್ರೀಯ ಮಹಿಳಾ ದಿನಾಚರಣೆ	[391, 450, 585, 470]
empowerment-headline: ಮಹಿಳೆಯರ ಸಬಲೀಕರಣಕ್ಕಾಗಿ ಶ್ರೀಕ್ಷೇತ್ರ ಧ.ಗ್ರಾಯೋ. ಸಂಸ್ಥೆಯ ಹಲವಾರು ಯೋಜನೆಗಳನ್ನು ಜಾರಿಗೆ ತಂದಿದೆ	[283, 840, 503, 866]
podium	[510, 156, 534, 216]
womens-day-col2: ನಾಲ್ಕು ಗೋಡೆಗಳ ಮಧ್ಯ ಮಾತ್ರ ಮಹಿಳೆ ಕೆಲಸ ಎಂಬುದು ಸರಿಯಲ್ಲ. ಇಂದು ಸಮಾಜದ ಎಲ್ಲಾ ಕ್ಷೇತ್ರಗಳಲ್ಲೂ ಮಹಿಳೆಯರು ತಮ್ಮ ಛಾಪು ಮೂಡಿಸಿದ್ದಾರೆ. ಕುಟುಂಬದ ಜವಾಬ್ದಾರಿ ಜೊತೆಗೆ ಸಮಾಜ ಸೇವೆಯಲ್ಲೂ ತೊಡಗಿಸಿಕೊಂಡಿದ್ದಾರೆ ಎಂದರು.	[382, 615, 600, 662]
